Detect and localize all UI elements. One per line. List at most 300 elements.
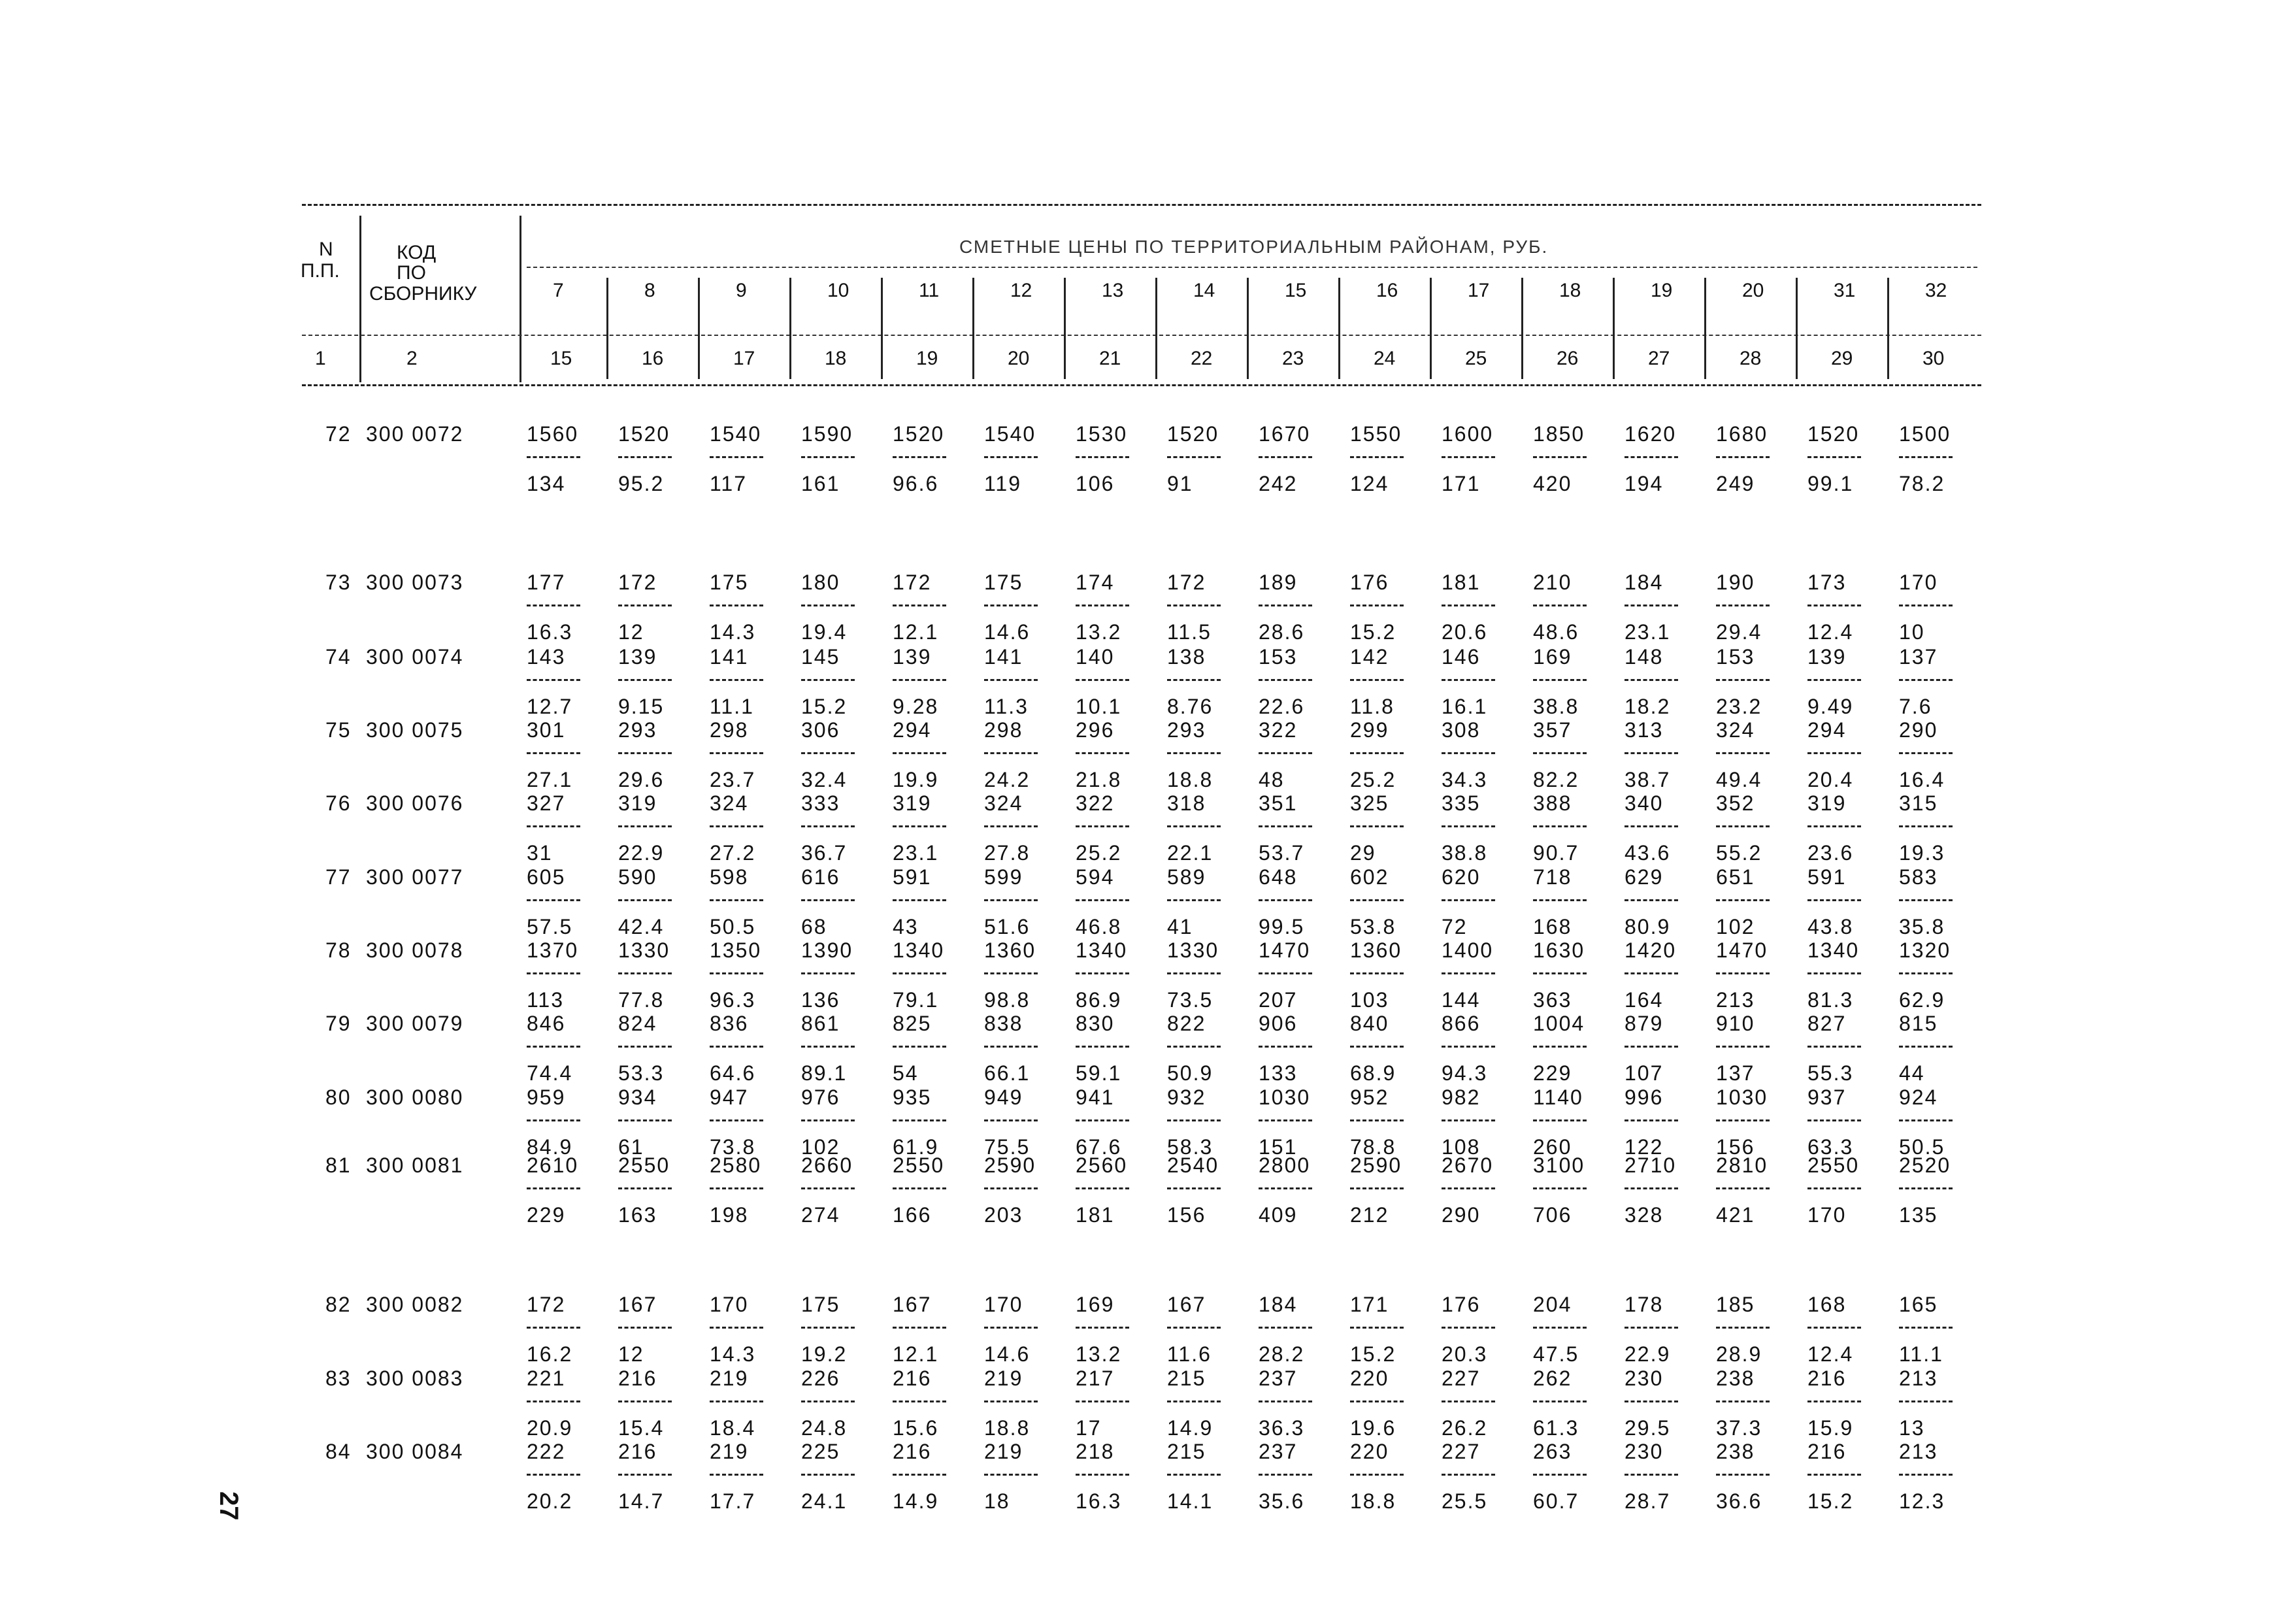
fraction-line <box>1076 825 1129 827</box>
price-upper: 175 <box>801 1293 840 1316</box>
price-upper: 175 <box>984 571 1023 594</box>
fraction-line <box>1625 1474 1678 1476</box>
price-lower: 50.5 <box>710 915 756 938</box>
fraction-line <box>1167 1046 1221 1048</box>
header-region-number: 20 <box>1742 280 1764 301</box>
price-lower: 24.2 <box>984 768 1031 791</box>
fraction-line <box>527 752 580 754</box>
price-upper: 1520 <box>618 422 670 446</box>
fraction-line <box>893 605 946 606</box>
price-lower: 28.9 <box>1716 1342 1762 1366</box>
price-upper: 263 <box>1533 1440 1572 1463</box>
fraction-line <box>1533 825 1587 827</box>
price-upper: 216 <box>893 1367 932 1390</box>
price-lower: 12.1 <box>893 1342 939 1366</box>
fraction-line <box>1259 1119 1312 1121</box>
price-upper: 176 <box>1442 1293 1481 1316</box>
fraction-line <box>1533 899 1587 901</box>
fraction-line <box>1716 1474 1770 1476</box>
price-upper: 308 <box>1442 718 1481 742</box>
fraction-line <box>1625 1119 1678 1121</box>
price-upper: 139 <box>618 645 657 669</box>
price-lower: 57.5 <box>527 915 573 938</box>
price-upper: 1330 <box>618 938 670 962</box>
fraction-line <box>1167 456 1221 458</box>
price-upper: 827 <box>1807 1012 1847 1035</box>
fraction-line <box>801 456 855 458</box>
fraction-line <box>1899 1327 1953 1329</box>
row-number: 76 <box>325 791 352 815</box>
price-upper: 2800 <box>1259 1153 1311 1177</box>
price-upper: 148 <box>1625 645 1664 669</box>
price-lower: 43.8 <box>1807 915 1854 938</box>
fraction-line <box>1807 1400 1861 1402</box>
price-lower: 29.6 <box>618 768 665 791</box>
price-lower: 61 <box>618 1135 644 1159</box>
price-lower: 27.8 <box>984 841 1031 865</box>
fraction-line <box>1076 972 1129 974</box>
row-code: 300 0078 <box>366 938 464 962</box>
fraction-line <box>801 752 855 754</box>
header-column-divider <box>1521 278 1523 379</box>
fraction-line <box>1167 752 1221 754</box>
fraction-line <box>1533 1046 1587 1048</box>
header-region-number: 14 <box>1193 280 1215 301</box>
header-col-index-2: 2 <box>406 348 418 369</box>
price-upper: 216 <box>618 1440 657 1463</box>
price-lower: 98.8 <box>984 988 1031 1012</box>
price-lower: 18.8 <box>984 1416 1031 1440</box>
price-upper: 210 <box>1533 571 1572 594</box>
fraction-line <box>1350 899 1404 901</box>
price-upper: 1600 <box>1442 422 1494 446</box>
price-upper: 169 <box>1076 1293 1115 1316</box>
price-lower: 43.6 <box>1625 841 1671 865</box>
price-lower: 19.6 <box>1350 1416 1396 1440</box>
price-lower: 61.3 <box>1533 1416 1579 1440</box>
price-upper: 1540 <box>710 422 762 446</box>
fraction-line <box>1807 1046 1861 1048</box>
price-lower: 124 <box>1350 472 1389 495</box>
fraction-line <box>1533 1474 1587 1476</box>
price-upper: 216 <box>1807 1440 1847 1463</box>
price-upper: 222 <box>527 1440 566 1463</box>
price-lower: 73.5 <box>1167 988 1213 1012</box>
price-upper: 216 <box>1807 1367 1847 1390</box>
top-rule <box>302 204 1981 206</box>
fraction-line <box>984 1327 1038 1329</box>
price-lower: 36.3 <box>1259 1416 1305 1440</box>
fraction-line <box>1716 1327 1770 1329</box>
fraction-line <box>1442 605 1495 606</box>
fraction-line <box>1167 1187 1221 1189</box>
fraction-line <box>984 1046 1038 1048</box>
header-column-divider <box>1613 278 1615 379</box>
fraction-line <box>1350 1046 1404 1048</box>
fraction-line <box>1350 605 1404 606</box>
fraction-line <box>1442 825 1495 827</box>
fraction-line <box>1899 1119 1953 1121</box>
price-upper: 591 <box>1807 865 1847 889</box>
price-upper: 138 <box>1167 645 1206 669</box>
price-lower: 36.6 <box>1716 1489 1762 1513</box>
price-lower: 15.9 <box>1807 1416 1854 1440</box>
fraction-line <box>1350 456 1404 458</box>
row-number: 73 <box>325 571 352 594</box>
price-lower: 14.9 <box>1167 1416 1213 1440</box>
price-lower: 212 <box>1350 1203 1389 1227</box>
price-lower: 22.1 <box>1167 841 1213 865</box>
price-upper: 2550 <box>618 1153 670 1177</box>
price-upper: 172 <box>618 571 657 594</box>
fraction-line <box>1259 752 1312 754</box>
fraction-line <box>1716 825 1770 827</box>
price-upper: 815 <box>1899 1012 1938 1035</box>
fraction-line <box>1167 1119 1221 1121</box>
fraction-line <box>1899 899 1953 901</box>
price-upper: 213 <box>1899 1440 1938 1463</box>
row-code: 300 0073 <box>366 571 464 594</box>
price-lower: 23.1 <box>893 841 939 865</box>
price-lower: 198 <box>710 1203 749 1227</box>
price-upper: 1520 <box>1167 422 1219 446</box>
price-lower: 79.1 <box>893 988 939 1012</box>
price-upper: 583 <box>1899 865 1938 889</box>
fraction-line <box>1716 679 1770 681</box>
header-column-index: 30 <box>1922 348 1945 369</box>
fraction-line <box>1533 1119 1587 1121</box>
price-lower: 50.9 <box>1167 1061 1213 1085</box>
price-lower: 94.3 <box>1442 1061 1488 1085</box>
price-lower: 8.76 <box>1167 695 1213 718</box>
fraction-line <box>1076 456 1129 458</box>
header-column-divider <box>1247 278 1249 379</box>
fraction-line <box>1807 972 1861 974</box>
price-upper: 1560 <box>527 422 579 446</box>
fraction-line <box>618 1187 672 1189</box>
price-upper: 184 <box>1625 571 1664 594</box>
price-lower: 12 <box>618 1342 644 1366</box>
price-lower: 10.1 <box>1076 695 1122 718</box>
fraction-line <box>710 1474 763 1476</box>
header-column-index: 15 <box>550 348 572 369</box>
price-lower: 290 <box>1442 1203 1481 1227</box>
price-lower: 11.6 <box>1167 1342 1212 1366</box>
header-column-index: 18 <box>825 348 847 369</box>
price-upper: 959 <box>527 1085 566 1109</box>
price-upper: 836 <box>710 1012 749 1035</box>
price-lower: 62.9 <box>1899 988 1945 1012</box>
fraction-line <box>1716 1400 1770 1402</box>
fraction-line <box>527 1400 580 1402</box>
price-upper: 324 <box>1716 718 1755 742</box>
price-lower: 119 <box>984 472 1022 495</box>
fraction-line <box>1807 1327 1861 1329</box>
price-upper: 932 <box>1167 1085 1206 1109</box>
price-lower: 11.8 <box>1350 695 1394 718</box>
fraction-line <box>1259 1187 1312 1189</box>
price-lower: 17.7 <box>710 1489 756 1513</box>
fraction-line <box>1625 825 1678 827</box>
header-column-divider <box>698 278 700 379</box>
price-upper: 324 <box>984 791 1023 815</box>
price-upper: 215 <box>1167 1440 1206 1463</box>
fraction-line <box>710 825 763 827</box>
price-lower: 10 <box>1899 620 1925 644</box>
fraction-line <box>1807 456 1861 458</box>
header-middle-rule <box>302 335 1981 336</box>
header-region-number: 19 <box>1651 280 1673 301</box>
row-code: 300 0072 <box>366 422 464 446</box>
price-lower: 12.4 <box>1807 1342 1854 1366</box>
row-number: 77 <box>325 865 352 889</box>
row-code: 300 0083 <box>366 1367 464 1390</box>
price-upper: 290 <box>1899 718 1938 742</box>
fraction-line <box>1899 752 1953 754</box>
price-upper: 1400 <box>1442 938 1494 962</box>
fraction-line <box>1625 456 1678 458</box>
fraction-line <box>1533 605 1587 606</box>
price-upper: 172 <box>527 1293 566 1316</box>
price-lower: 19.4 <box>801 620 848 644</box>
fraction-line <box>1167 825 1221 827</box>
fraction-line <box>1259 1474 1312 1476</box>
fraction-line <box>1442 972 1495 974</box>
price-lower: 68 <box>801 915 827 938</box>
header-column-divider <box>1338 278 1340 379</box>
price-lower: 18.8 <box>1167 768 1213 791</box>
price-upper: 2540 <box>1167 1153 1219 1177</box>
fraction-line <box>618 679 672 681</box>
price-lower: 13.2 <box>1076 1342 1122 1366</box>
price-upper: 294 <box>893 718 932 742</box>
price-upper: 2580 <box>710 1153 762 1177</box>
header-column-divider <box>1796 278 1798 379</box>
price-lower: 13 <box>1899 1416 1925 1440</box>
price-upper: 357 <box>1533 718 1572 742</box>
price-upper: 306 <box>801 718 840 742</box>
price-lower: 113 <box>527 988 565 1012</box>
price-lower: 99.1 <box>1807 472 1854 495</box>
price-lower: 137 <box>1716 1061 1755 1085</box>
price-lower: 16.2 <box>527 1342 573 1366</box>
fraction-line <box>1350 679 1404 681</box>
price-lower: 11.5 <box>1167 620 1212 644</box>
header-column-divider <box>606 278 608 379</box>
fraction-line <box>1442 456 1495 458</box>
price-upper: 293 <box>618 718 657 742</box>
fraction-line <box>801 1046 855 1048</box>
price-upper: 1520 <box>893 422 945 446</box>
price-upper: 167 <box>893 1293 932 1316</box>
fraction-line <box>893 972 946 974</box>
price-lower: 23.2 <box>1716 695 1762 718</box>
price-upper: 298 <box>984 718 1023 742</box>
price-lower: 242 <box>1259 472 1298 495</box>
fraction-line <box>1807 1187 1861 1189</box>
fraction-line <box>1716 899 1770 901</box>
row-number: 75 <box>325 718 352 742</box>
fraction-line <box>1442 752 1495 754</box>
fraction-line <box>893 1119 946 1121</box>
fraction-line <box>1716 605 1770 606</box>
price-lower: 24.8 <box>801 1416 848 1440</box>
price-upper: 2590 <box>1350 1153 1402 1177</box>
price-upper: 322 <box>1259 718 1298 742</box>
price-lower: 213 <box>1716 988 1755 1012</box>
price-upper: 629 <box>1625 865 1664 889</box>
fraction-line <box>618 1400 672 1402</box>
header-code-line3: СБОРНИКУ <box>369 283 477 305</box>
price-lower: 9.49 <box>1807 695 1854 718</box>
price-upper: 1590 <box>801 422 853 446</box>
price-upper: 2610 <box>527 1153 579 1177</box>
price-lower: 108 <box>1442 1135 1481 1159</box>
fraction-line <box>984 456 1038 458</box>
price-lower: 16.4 <box>1899 768 1945 791</box>
price-lower: 74.4 <box>527 1061 573 1085</box>
price-lower: 15.4 <box>618 1416 665 1440</box>
fraction-line <box>1625 605 1678 606</box>
fraction-line <box>1716 1187 1770 1189</box>
fraction-line <box>1350 825 1404 827</box>
price-upper: 937 <box>1807 1085 1847 1109</box>
price-lower: 95.2 <box>618 472 665 495</box>
price-lower: 90.7 <box>1533 841 1579 865</box>
price-upper: 167 <box>1167 1293 1206 1316</box>
fraction-line <box>893 456 946 458</box>
price-lower: 28.7 <box>1625 1489 1671 1513</box>
price-lower: 21.8 <box>1076 768 1122 791</box>
price-lower: 12.1 <box>893 620 939 644</box>
fraction-line <box>710 1187 763 1189</box>
fraction-line <box>527 972 580 974</box>
price-upper: 2810 <box>1716 1153 1768 1177</box>
header-divider-n <box>359 216 361 382</box>
fraction-line <box>710 456 763 458</box>
price-lower: 18 <box>984 1489 1010 1513</box>
fraction-line <box>1167 1400 1221 1402</box>
header-column-divider <box>972 278 974 379</box>
price-lower: 28.2 <box>1259 1342 1305 1366</box>
header-title: СМЕТНЫЕ ЦЕНЫ ПО ТЕРРИТОРИАЛЬНЫМ РАЙОНАМ, РУБ. <box>959 237 1549 257</box>
price-lower: 84.9 <box>527 1135 573 1159</box>
price-upper: 2560 <box>1076 1153 1128 1177</box>
price-lower: 25.5 <box>1442 1489 1488 1513</box>
fraction-line <box>618 1327 672 1329</box>
fraction-line <box>1625 972 1678 974</box>
header-region-number: 18 <box>1559 280 1581 301</box>
price-lower: 15.2 <box>801 695 848 718</box>
price-lower: 13.2 <box>1076 620 1122 644</box>
header-pp: П.П. <box>301 260 340 282</box>
price-upper: 169 <box>1533 645 1572 669</box>
price-lower: 54 <box>893 1061 919 1085</box>
price-upper: 590 <box>618 865 657 889</box>
price-lower: 117 <box>710 472 748 495</box>
price-lower: 16.1 <box>1442 695 1488 718</box>
fraction-line <box>984 1119 1038 1121</box>
price-lower: 144 <box>1442 988 1481 1012</box>
fraction-line <box>1350 1119 1404 1121</box>
header-region-number: 17 <box>1468 280 1490 301</box>
header-subtitle-rule <box>527 267 1977 268</box>
fraction-line <box>1350 1400 1404 1402</box>
price-upper: 952 <box>1350 1085 1389 1109</box>
price-upper: 1670 <box>1259 422 1311 446</box>
fraction-line <box>1807 679 1861 681</box>
header-region-number: 12 <box>1010 280 1032 301</box>
price-lower: 82.2 <box>1533 768 1579 791</box>
price-upper: 949 <box>984 1085 1023 1109</box>
price-upper: 947 <box>710 1085 749 1109</box>
price-lower: 27.2 <box>710 841 756 865</box>
price-upper: 216 <box>618 1367 657 1390</box>
price-lower: 23.7 <box>710 768 756 791</box>
price-upper: 170 <box>984 1293 1023 1316</box>
fraction-line <box>527 1327 580 1329</box>
price-upper: 2710 <box>1625 1153 1677 1177</box>
price-upper: 941 <box>1076 1085 1115 1109</box>
price-upper: 1360 <box>984 938 1036 962</box>
price-lower: 328 <box>1625 1203 1664 1227</box>
price-lower: 78.8 <box>1350 1135 1396 1159</box>
price-upper: 219 <box>984 1367 1023 1390</box>
price-lower: 17 <box>1076 1416 1102 1440</box>
price-upper: 139 <box>893 645 932 669</box>
row-code: 300 0080 <box>366 1085 464 1109</box>
fraction-line <box>618 972 672 974</box>
price-lower: 48.6 <box>1533 620 1579 644</box>
price-upper: 1420 <box>1625 938 1677 962</box>
price-upper: 1030 <box>1259 1085 1311 1109</box>
price-upper: 333 <box>801 791 840 815</box>
price-lower: 80.9 <box>1625 915 1671 938</box>
price-upper: 213 <box>1899 1367 1938 1390</box>
price-upper: 335 <box>1442 791 1481 815</box>
fraction-line <box>1625 1187 1678 1189</box>
fraction-line <box>1076 1046 1129 1048</box>
price-lower: 170 <box>1807 1203 1847 1227</box>
fraction-line <box>984 972 1038 974</box>
price-upper: 1340 <box>893 938 945 962</box>
price-lower: 166 <box>893 1203 932 1227</box>
price-upper: 172 <box>893 571 932 594</box>
price-lower: 102 <box>1716 915 1755 938</box>
price-upper: 3100 <box>1533 1153 1585 1177</box>
header-column-divider <box>789 278 791 379</box>
fraction-line <box>710 605 763 606</box>
price-upper: 319 <box>893 791 932 815</box>
price-lower: 20.2 <box>527 1489 573 1513</box>
row-code: 300 0079 <box>366 1012 464 1035</box>
fraction-line <box>1807 605 1861 606</box>
fraction-line <box>710 1400 763 1402</box>
fraction-line <box>1533 1187 1587 1189</box>
header-divider-code <box>520 216 521 382</box>
price-lower: 14.7 <box>618 1489 665 1513</box>
price-lower: 44 <box>1899 1061 1925 1085</box>
price-upper: 238 <box>1716 1367 1755 1390</box>
fraction-line <box>1625 1327 1678 1329</box>
fraction-line <box>801 972 855 974</box>
header-region-number: 16 <box>1376 280 1398 301</box>
fraction-line <box>1442 1400 1495 1402</box>
header-column-index: 20 <box>1008 348 1030 369</box>
row-number: 80 <box>325 1085 352 1109</box>
price-upper: 846 <box>527 1012 566 1035</box>
price-lower: 249 <box>1716 472 1755 495</box>
